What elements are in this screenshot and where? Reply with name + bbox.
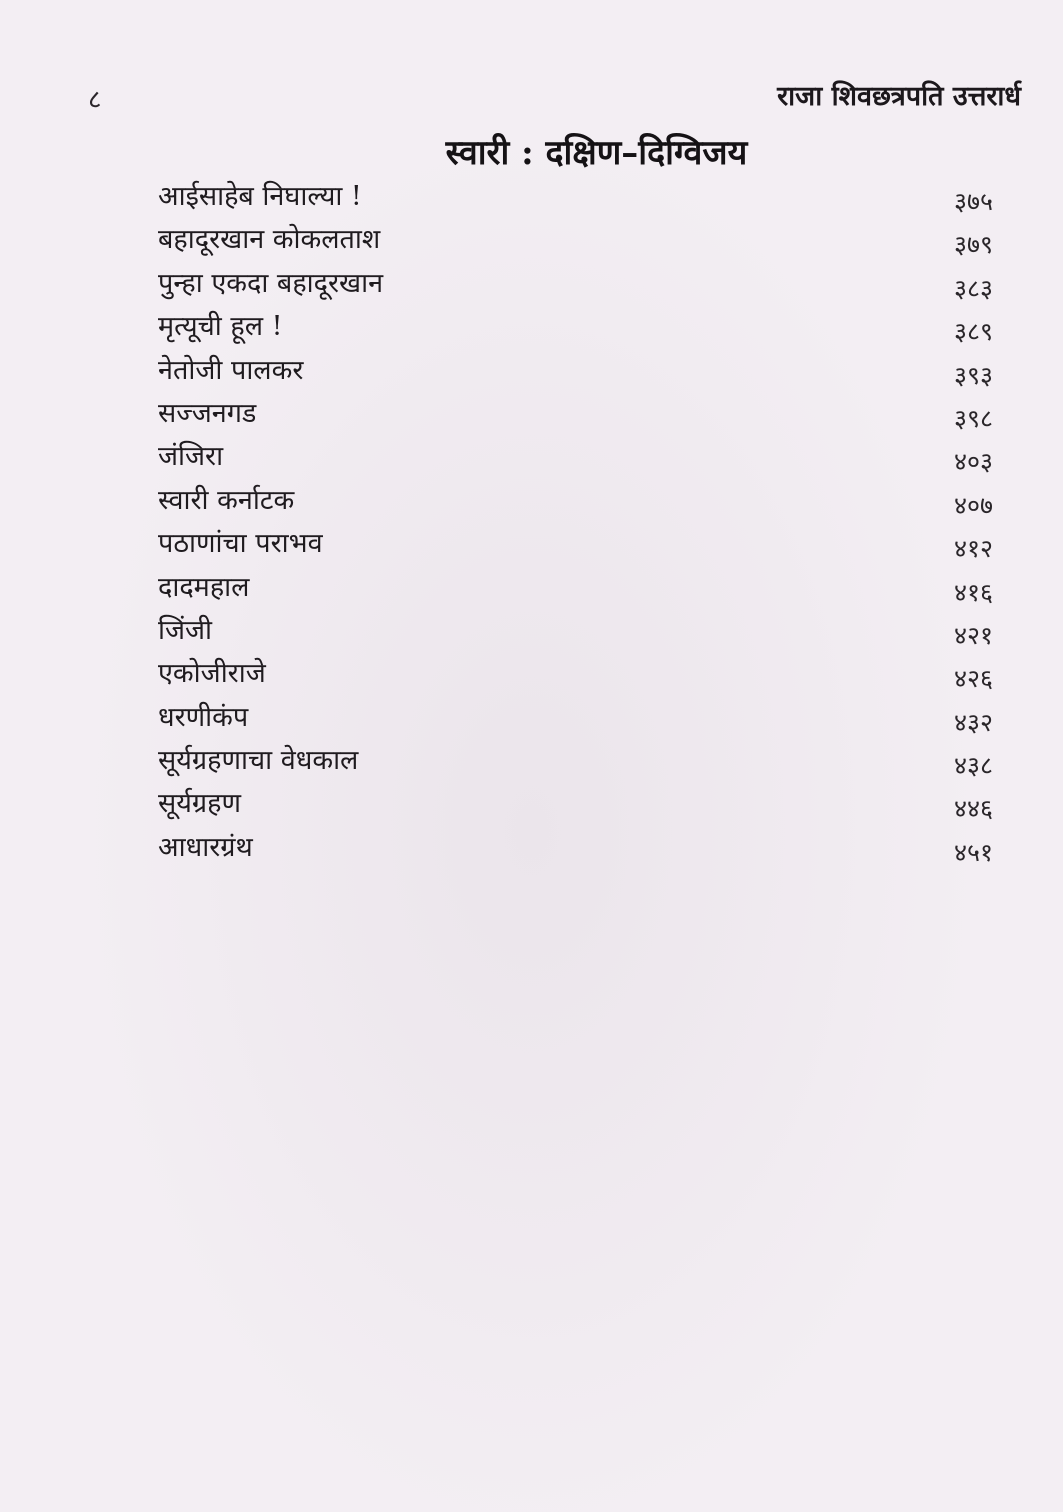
toc-entry-title: सज्जनगड (158, 397, 257, 429)
toc-entry-page: ३८९ (953, 317, 993, 347)
toc-row (158, 693, 993, 736)
toc-entry-page: ३७५ (953, 187, 993, 216)
toc-entry-title: बहादूरखान कोकलताश (158, 224, 381, 256)
toc-entry-page: ३९३ (953, 360, 993, 390)
toc-entry-title: नेतोजी पालकर (158, 354, 304, 386)
toc-entry-title: दादमहाल (158, 571, 250, 603)
running-head: राजा शिवछत्रपति उत्तरार्ध (777, 81, 1021, 112)
toc-row (158, 563, 993, 606)
toc-entry-page: ४१२ (953, 534, 993, 564)
toc-row (158, 432, 993, 475)
toc-entry-page: ४०७ (953, 490, 993, 520)
toc-row (158, 302, 993, 345)
toc-row (158, 823, 993, 866)
toc-entry-page: ४२६ (953, 664, 993, 694)
toc-row (158, 649, 993, 692)
section-title: स्वारी : दक्षिण–दिग्विजय (445, 133, 748, 173)
toc-row (158, 259, 993, 302)
toc-entry-title: सूर्यग्रहणाचा वेधकाल (158, 745, 359, 777)
toc-entry-page: ४१६ (953, 577, 993, 607)
table-of-contents (158, 172, 993, 866)
toc-row (158, 779, 993, 822)
toc-entry-page: ४३८ (953, 751, 993, 781)
toc-entry-page: ३९८ (953, 403, 993, 433)
toc-entry-title: मृत्यूची हूल ! (158, 311, 283, 343)
toc-entry-title: सूर्यग्रहण (158, 788, 241, 820)
page-number: ८ (88, 85, 102, 115)
toc-row (158, 172, 993, 215)
toc-entry-page: ४४६ (953, 794, 993, 824)
toc-entry-page: ३७९ (953, 230, 993, 260)
toc-entry-title: धरणीकंप (158, 701, 249, 733)
toc-row (158, 736, 993, 779)
toc-row (158, 606, 993, 649)
toc-entry-title: जंजिरा (158, 441, 224, 473)
toc-row (158, 215, 993, 258)
toc-row (158, 389, 993, 432)
toc-row (158, 519, 993, 562)
toc-entry-page: ४२१ (953, 620, 993, 650)
toc-entry-title: जिंजी (158, 614, 213, 646)
toc-entry-title: आईसाहेब निघाल्या ! (158, 181, 362, 212)
toc-entry-title: स्वारी कर्नाटक (158, 484, 295, 516)
toc-entry-page: ४५१ (953, 837, 993, 867)
toc-entry-title: पुन्हा एकदा बहादूरखान (158, 267, 384, 299)
toc-entry-title: पठाणांचा पराभव (158, 528, 323, 560)
toc-entry-title: एकोजीराजे (158, 658, 266, 690)
toc-row (158, 476, 993, 519)
toc-entry-page: ३८३ (953, 273, 993, 303)
toc-entry-title: आधारग्रंथ (158, 831, 253, 863)
toc-entry-page: ४०३ (953, 447, 993, 477)
toc-entry-page: ४३२ (953, 707, 993, 737)
toc-row (158, 346, 993, 389)
